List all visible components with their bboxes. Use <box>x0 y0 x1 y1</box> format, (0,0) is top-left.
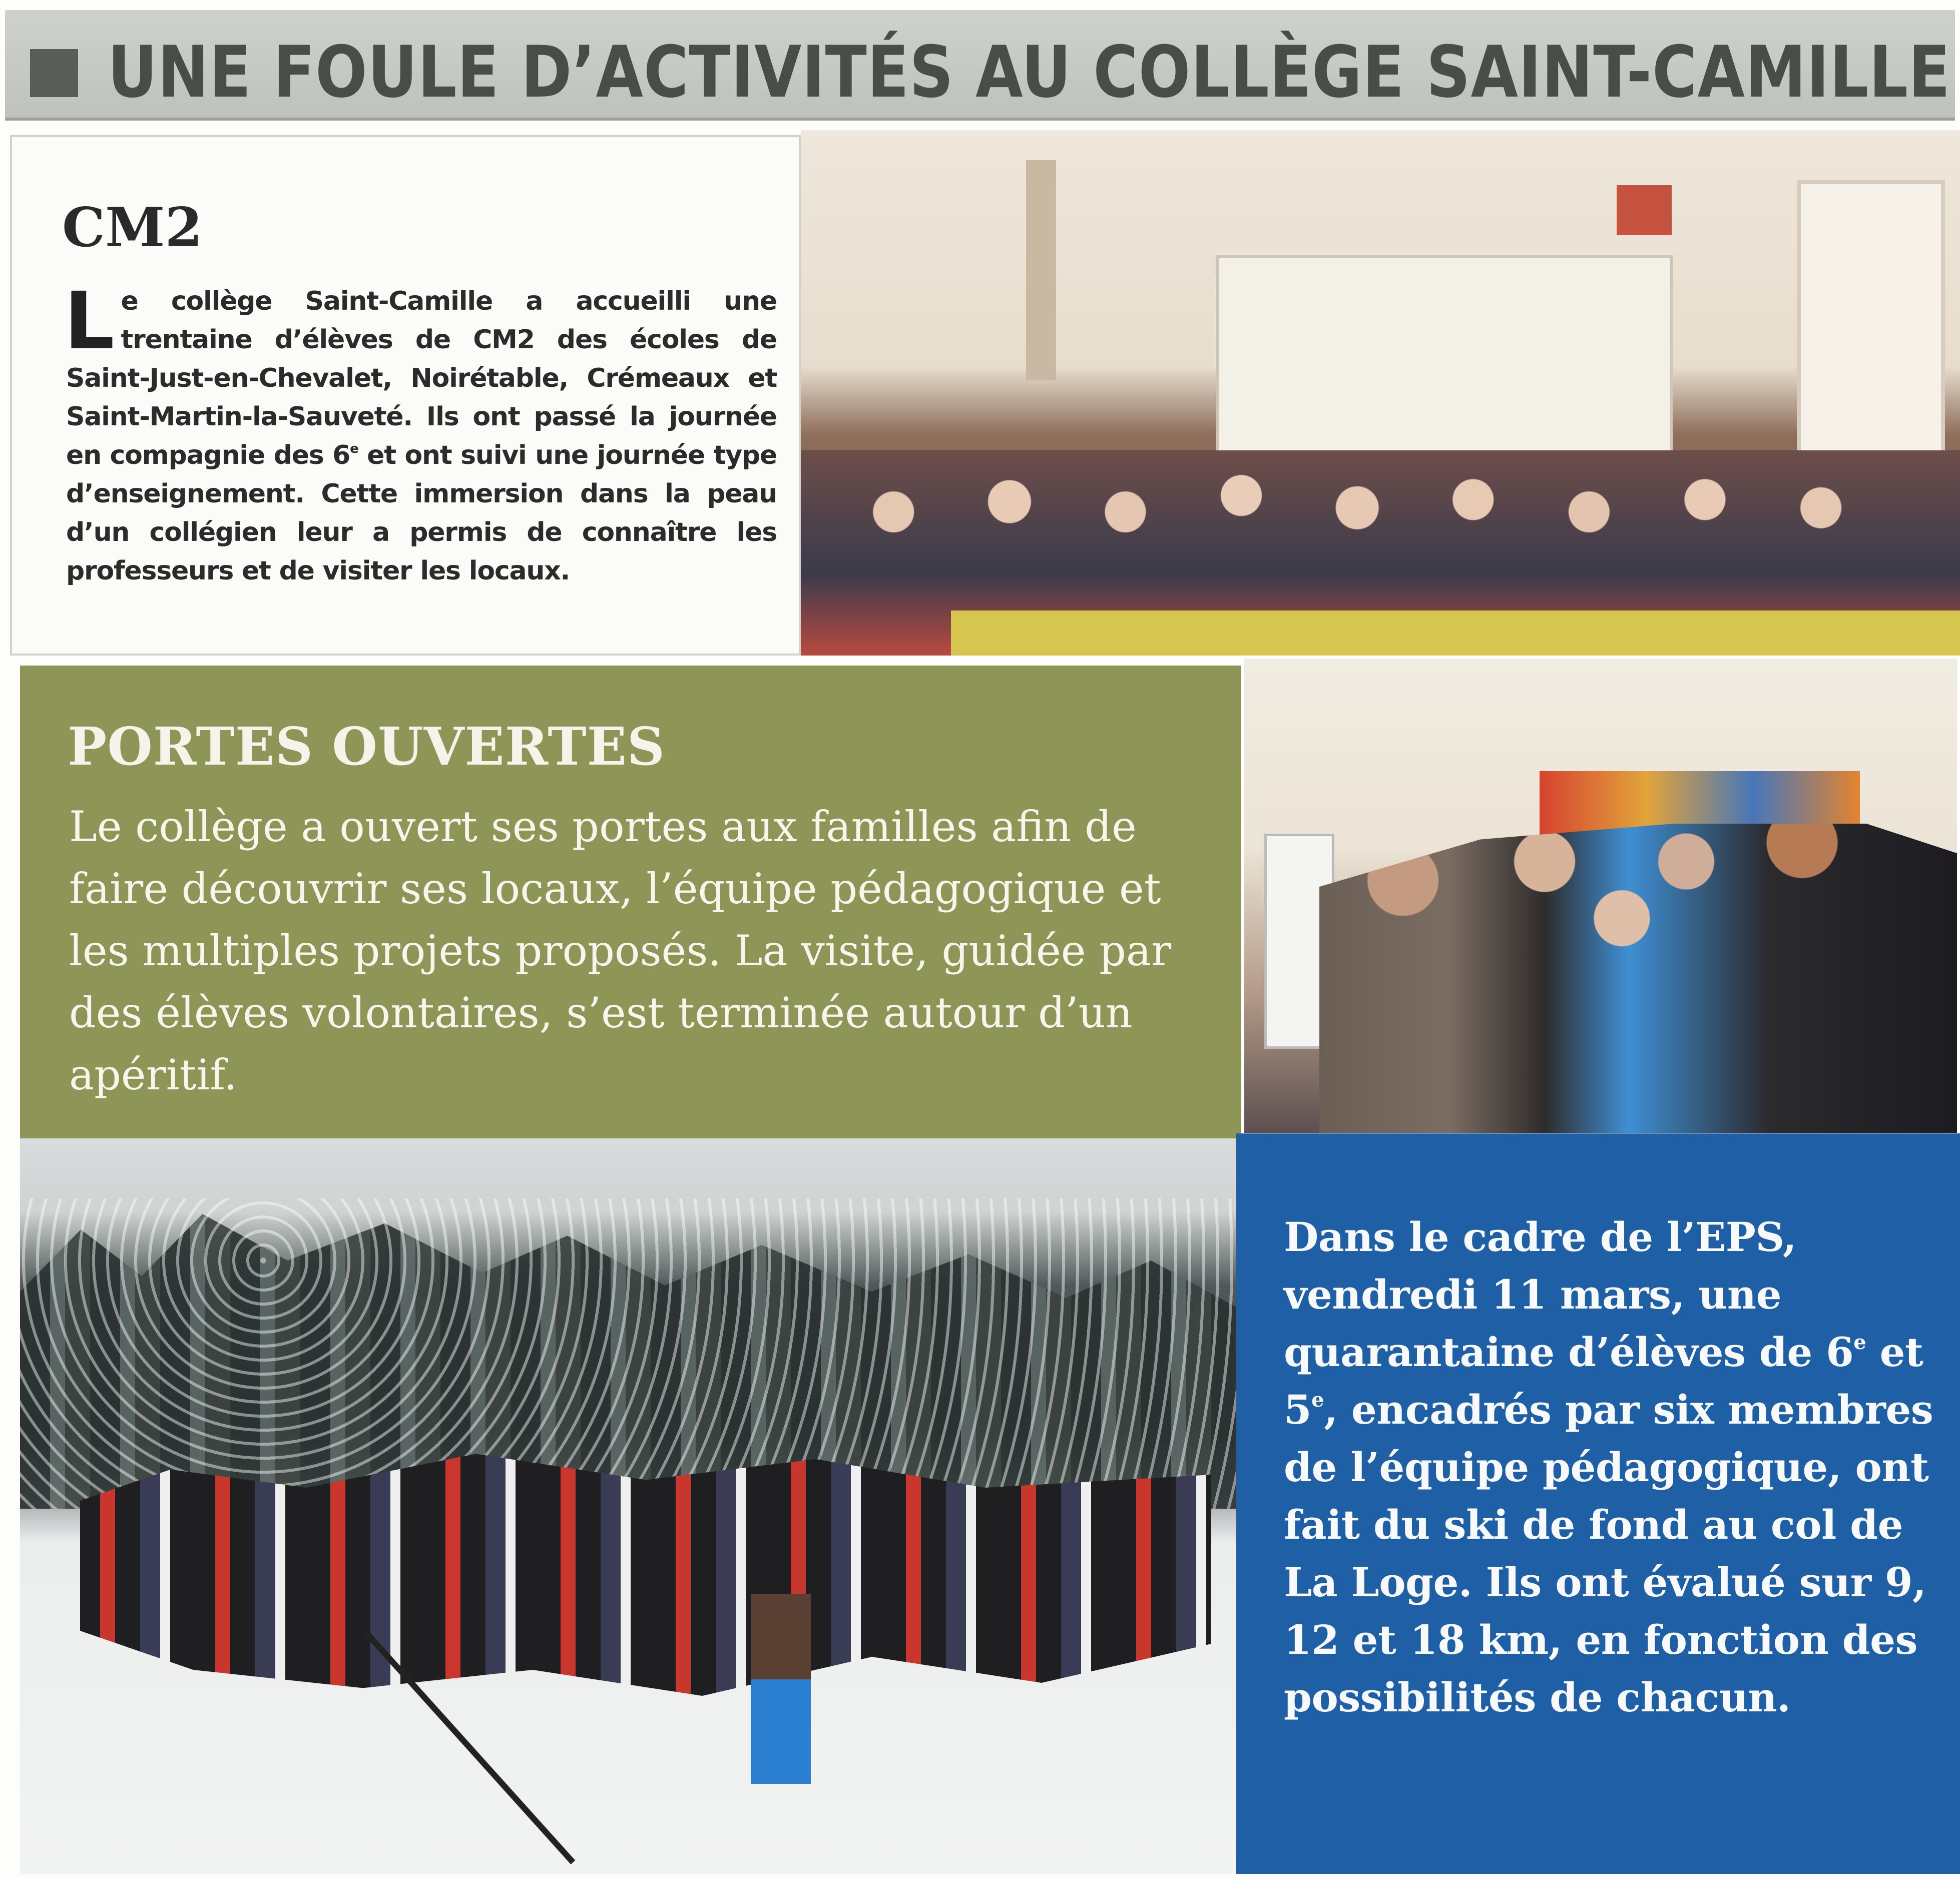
banner-title: UNE FOULE D’ACTIVITÉS AU COLLÈGE SAINT-CAMILLE <box>108 31 1951 114</box>
banner-square-icon <box>30 49 78 97</box>
eps-text-part2: et 5 <box>1284 1329 1923 1433</box>
classroom-photo <box>801 130 1960 656</box>
eps-article <box>1236 1133 1960 1874</box>
cm2-superscript: e <box>350 441 358 456</box>
cm2-text-part1: e collège Saint-Camille a accueilli une trentaine d’élèves de CM2 des écoles de Saint-Just-en-Chevalet, Noirétable, Crémeaux et Saint-Martin-la-Sauveté. Ils ont passé la journée en compagnie des 6 <box>66 286 777 470</box>
portes-ouvertes-title: PORTES OUVERTES <box>68 716 665 777</box>
ski-photo <box>20 1138 1236 1874</box>
cm2-text-part2: et ont suivi une journée type d’enseignement. Cette immersion dans la peau d’un collégien leur a permis de connaître les professeurs et de visiter les locaux. <box>66 440 777 586</box>
eps-text-part1: Dans le cadre de l’EPS, vendredi 11 mars, une quarantaine d’élèves de 6 <box>1284 1213 1854 1376</box>
classroom-red-artwork <box>1617 185 1672 235</box>
eps-text-part3: , encadrés par six membres de l’équipe pédagogique, ont fait du ski de fond au col de La Loge. Ils ont évalué sur 9, 12 et 18 km, en fonction des possibilités de chacun. <box>1284 1386 1933 1721</box>
classroom-wall-board <box>1216 255 1673 471</box>
visitors-group <box>1319 824 1960 1136</box>
portes-ouvertes-body: Le collège a ouvert ses portes aux familles afin de faire découvrir ses locaux, l’équipe pédagogique et les multiples projets proposés. La visite, guidée par des élèves volontaires, s’est terminée autour d’un apéritif. <box>69 802 1172 1099</box>
snow-on-trees <box>20 1198 1236 1509</box>
eps-superscript-2: e <box>1311 1388 1324 1412</box>
cm2-article <box>10 135 801 656</box>
front-skier <box>751 1594 811 1784</box>
classroom-table <box>951 610 1960 656</box>
cm2-body <box>64 275 777 590</box>
cm2-dropcap: L <box>64 275 114 367</box>
open-house-photo <box>1241 656 1960 1136</box>
eps-superscript-1: e <box>1853 1331 1866 1354</box>
skiers-group <box>80 1449 1211 1709</box>
classroom-window <box>1797 180 1945 488</box>
header-banner <box>5 10 1955 121</box>
classroom-poster <box>1026 160 1056 380</box>
cm2-title: CM2 <box>62 196 203 259</box>
portes-ouvertes-article <box>20 666 1241 1138</box>
eps-body <box>1284 1208 1949 1726</box>
